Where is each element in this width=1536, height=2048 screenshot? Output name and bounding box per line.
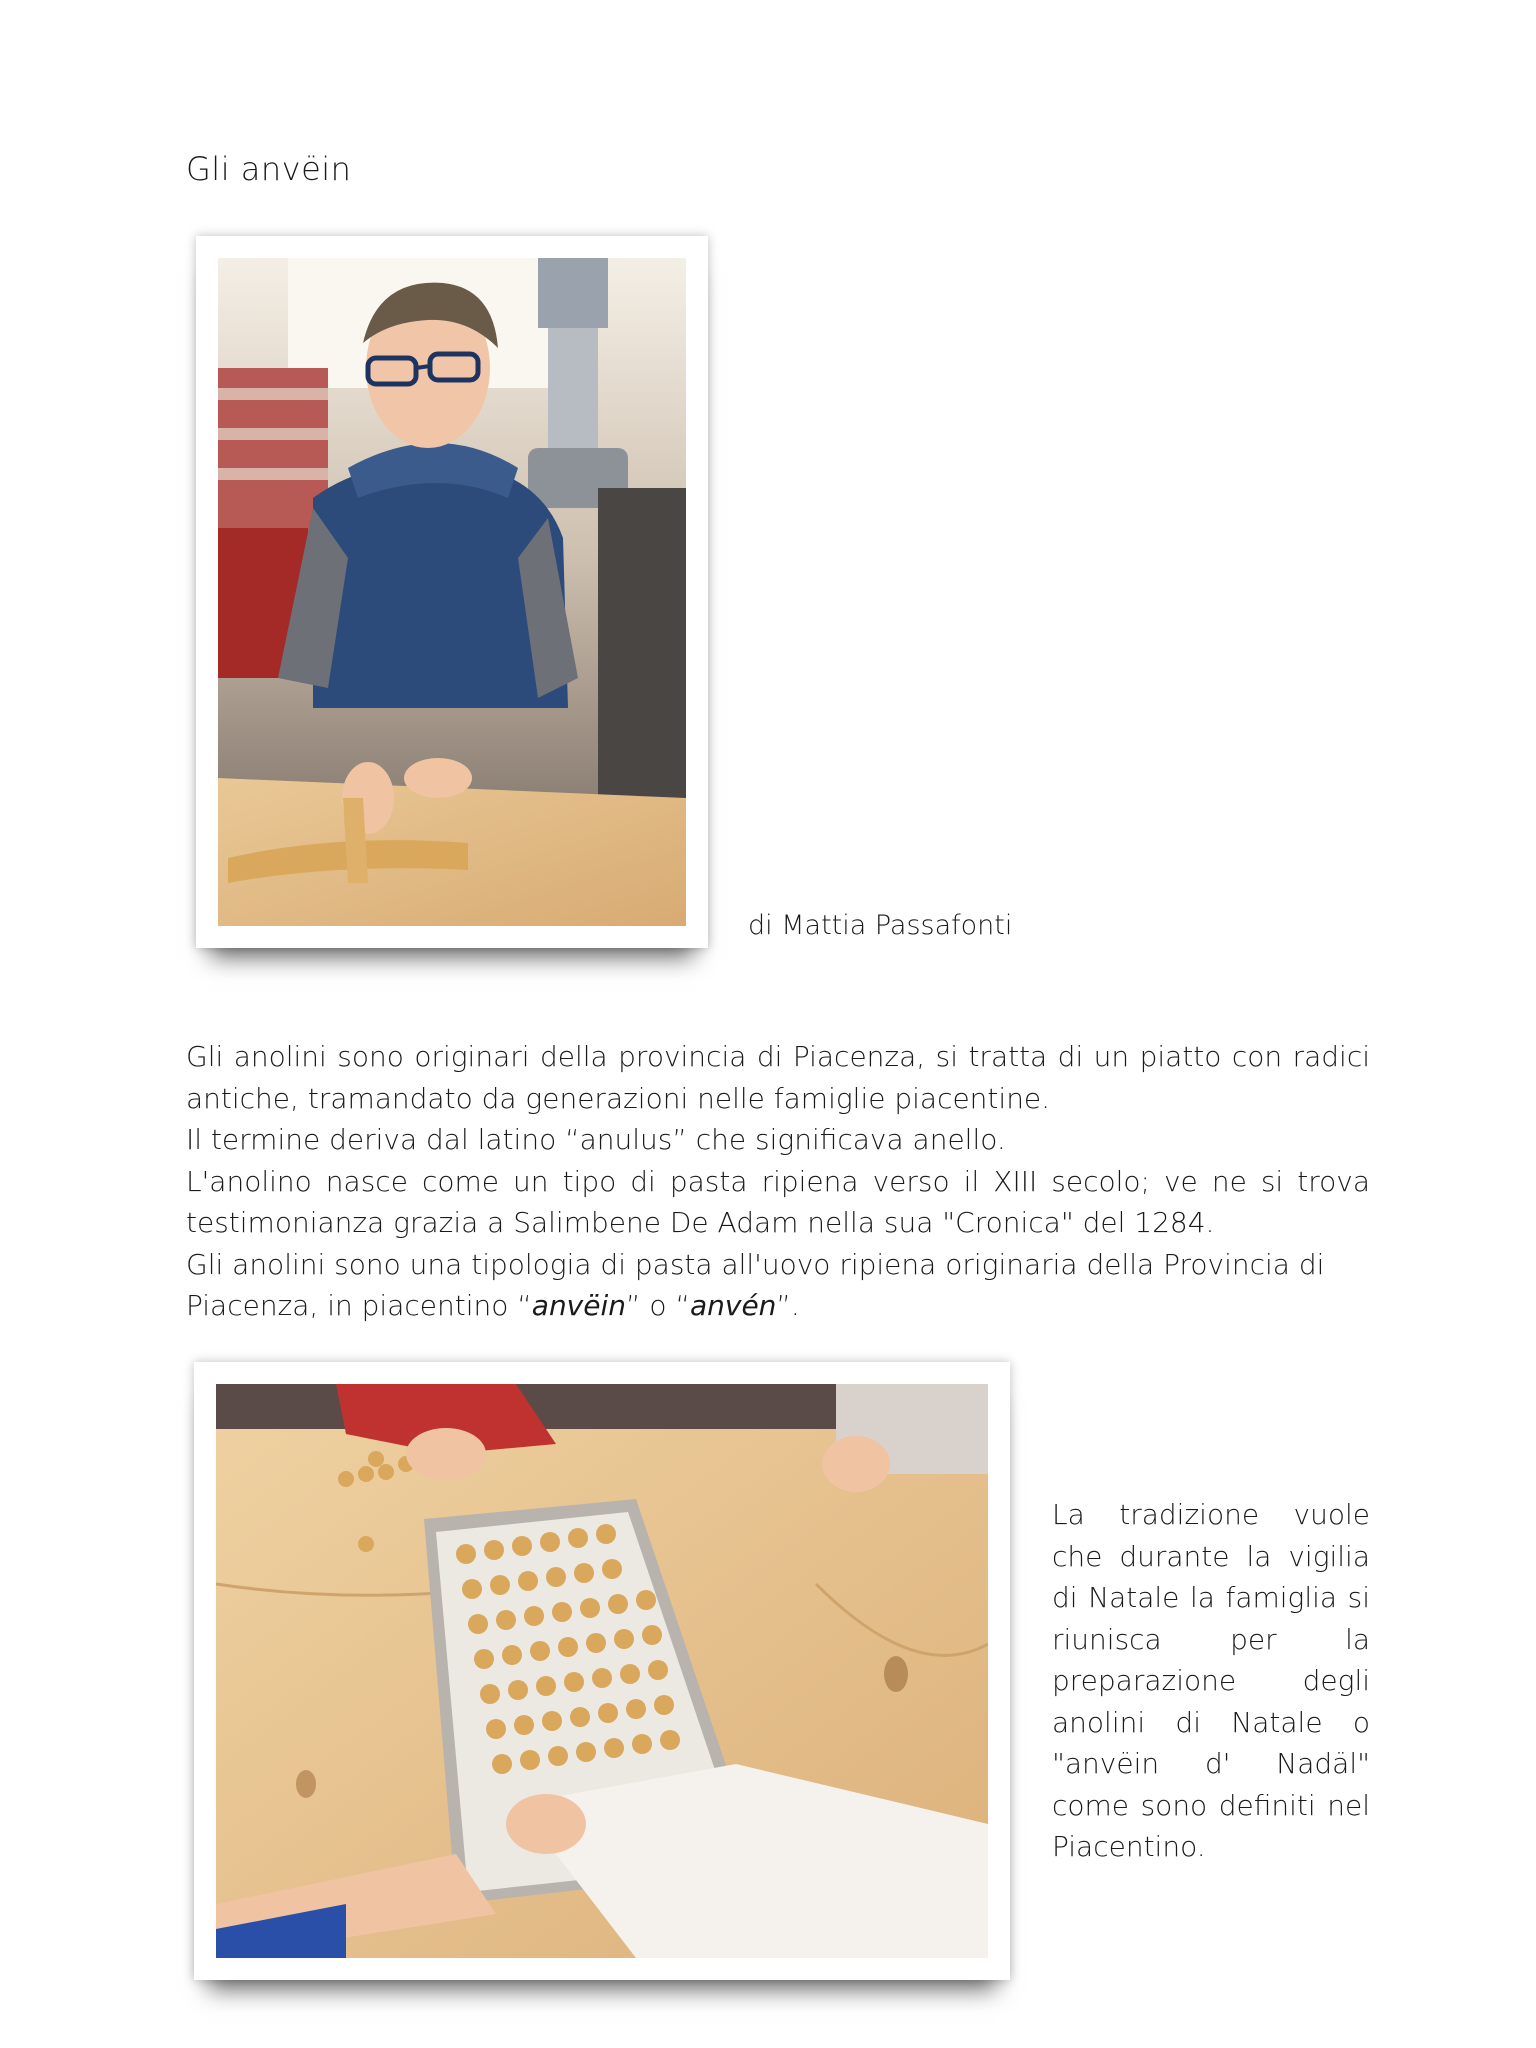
definition-text-start: Gli anolini sono una tipologia di pasta all'uovo ripiena originaria della Provincia di Piacenza, in piacentino “ bbox=[186, 1247, 1325, 1322]
article-body bbox=[186, 1036, 1370, 1327]
photo-boy-frame bbox=[196, 236, 708, 948]
page-title: Gli anvëin bbox=[186, 150, 352, 188]
paragraph-definition bbox=[186, 1244, 1370, 1327]
photo-tray-of-anolini bbox=[216, 1384, 988, 1958]
byline: di Mattia Passafonti bbox=[748, 910, 1013, 941]
photo-boy-making-pasta bbox=[218, 258, 686, 926]
paragraph-etymology: Il termine deriva dal latino “anulus” che significava anello. bbox=[186, 1123, 1006, 1156]
definition-text-mid: ” o “ bbox=[626, 1289, 690, 1322]
dialect-term-anven: anvén bbox=[689, 1289, 777, 1322]
paragraph-history: L'anolino nasce come un tipo di pasta ripiena verso il XIII secolo; ve ne si trova testimonianza grazia a Salimbene De Adam nella sua "Cronica" del 1284. bbox=[186, 1164, 1370, 1239]
photo-tray-frame bbox=[194, 1362, 1010, 1980]
dialect-term-anvein: anvëin bbox=[531, 1289, 627, 1322]
definition-text-end: ”. bbox=[776, 1289, 800, 1322]
paragraph-origin: Gli anolini sono originari della provincia di Piacenza, si tratta di un piatto con radici antiche, tramandato da generazioni nelle famiglie piacentine. bbox=[186, 1040, 1370, 1115]
side-paragraph-tradition: La tradizione vuole che durante la vigilia di Natale la famiglia si riunisca per la preparazione degli anolini di Natale o "anvëin d' Nadäl" come sono definiti nel Piacentino. bbox=[1052, 1498, 1370, 1863]
